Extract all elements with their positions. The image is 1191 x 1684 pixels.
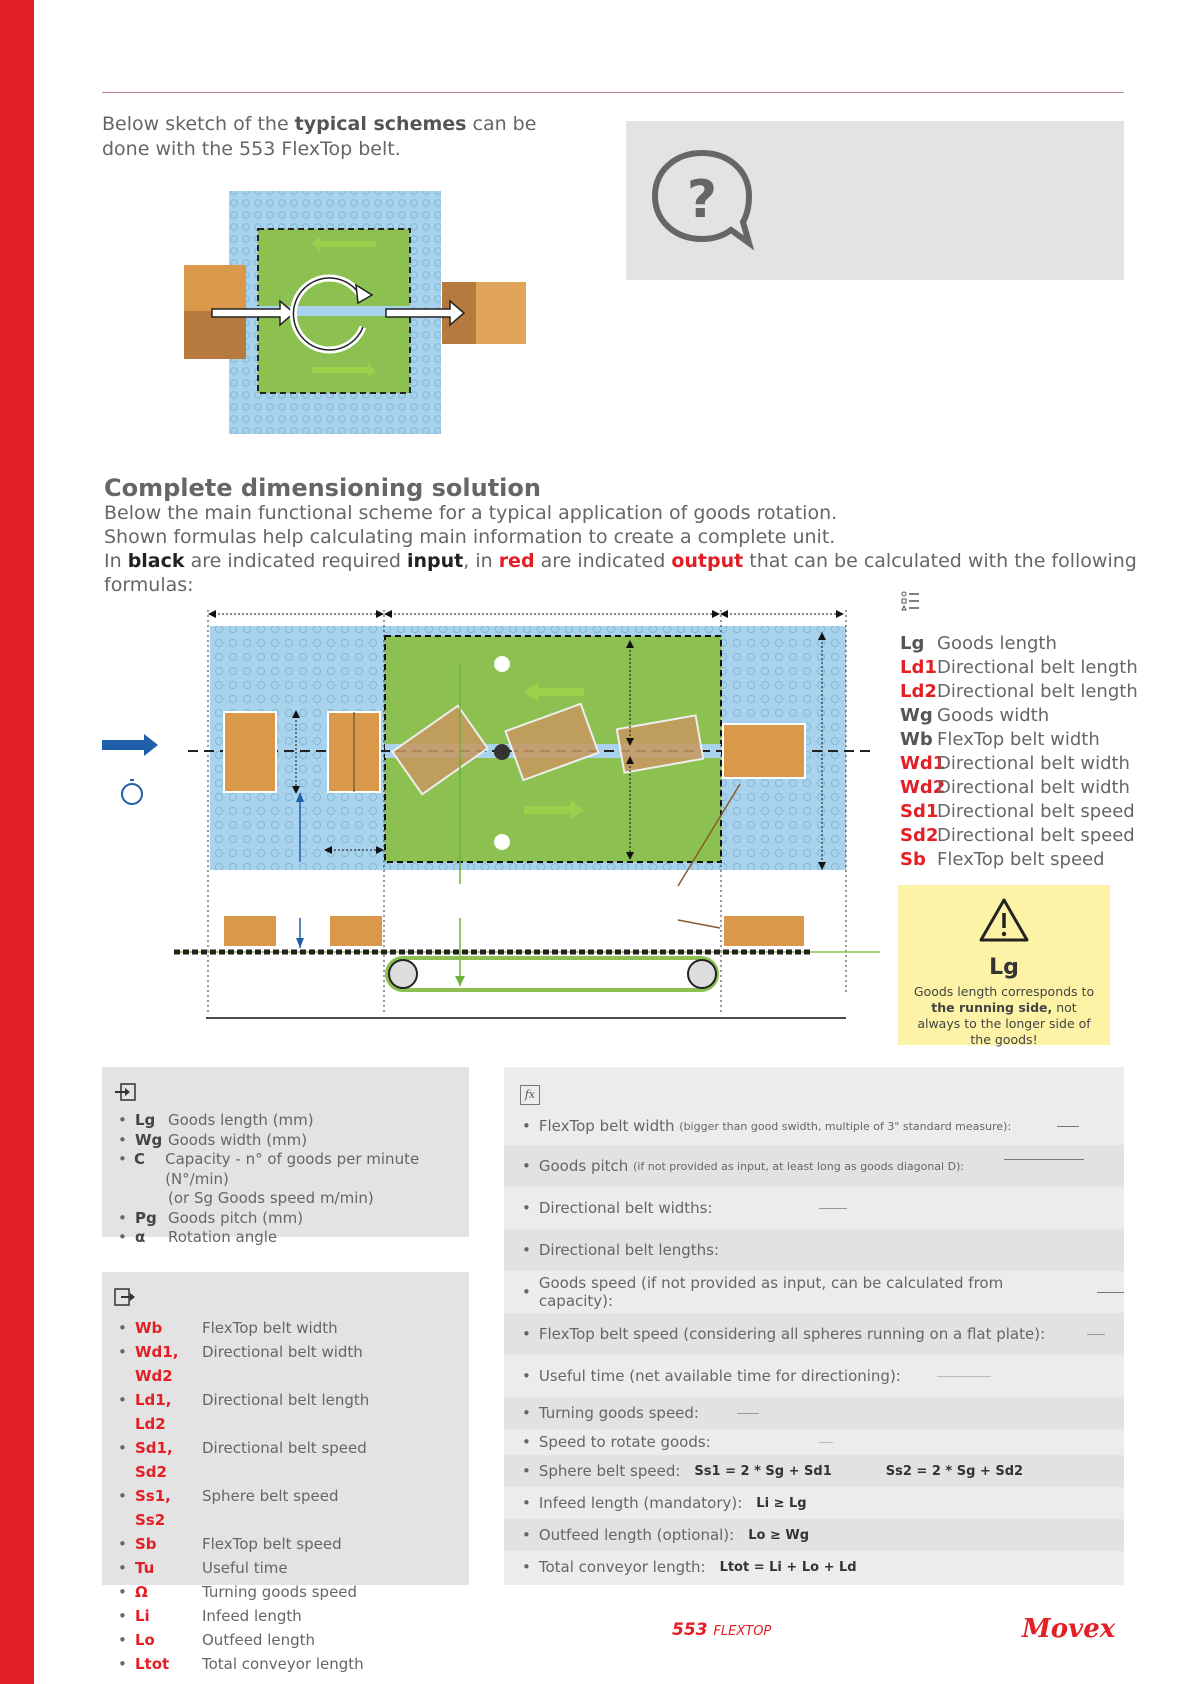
list-item: • Lg Goods length (mm) bbox=[118, 1111, 314, 1129]
inputs-list bbox=[118, 1111, 469, 1248]
formula-row: • Turning goods speed: bbox=[504, 1397, 1124, 1429]
functional-scheme-diagram bbox=[100, 594, 880, 1034]
section-description: Below the main functional scheme for a typical application of goods rotation. Shown formulas help calculating main information to create a complete unit. In black are indicated required input, in red are indicated output that can be calculated with the following formulas: bbox=[104, 502, 1137, 596]
formula-row: • Directional belt lengths: bbox=[504, 1229, 1124, 1271]
legend-row: Ld2 Directional belt length bbox=[900, 681, 1138, 702]
formula-row: • Speed to rotate goods: bbox=[504, 1429, 1124, 1455]
footer-product-name: 553 FLEXTOP bbox=[672, 1620, 772, 1640]
legend-row: Ld1 Directional belt length bbox=[900, 657, 1138, 678]
question-bubble-icon bbox=[647, 147, 757, 257]
list-item: • Wd1, Wd2 Directional belt width bbox=[118, 1343, 363, 1385]
top-divider bbox=[102, 92, 1124, 93]
formula-row: • Goods pitch (if not provided as input, at least long as goods diagonal D): bbox=[504, 1145, 1124, 1187]
formula-row: • FlexTop belt speed (considering all spheres running on a flat plate): bbox=[504, 1313, 1124, 1355]
list-item: (or Sg Goods speed m/min) bbox=[168, 1189, 374, 1207]
legend-row: Sd2 Directional belt speed bbox=[900, 825, 1135, 846]
formula-row: • FlexTop belt width (bigger than good swidth, multiple of 3" standard measure): bbox=[504, 1107, 1124, 1145]
input-icon bbox=[114, 1083, 136, 1101]
function-icon: fx bbox=[520, 1085, 540, 1105]
list-item: • Sb FlexTop belt speed bbox=[118, 1535, 342, 1553]
formula-row: • Useful time (net available time for directioning): bbox=[504, 1355, 1124, 1397]
list-item: • Wg Goods width (mm) bbox=[118, 1130, 308, 1149]
legend-row: Sb FlexTop belt speed bbox=[900, 849, 1105, 870]
intro-text: Below sketch of the typical schemes can be done with the 553 FlexTop belt. bbox=[102, 113, 537, 160]
formula-row: • Directional belt widths: bbox=[504, 1187, 1124, 1229]
formula-row: • Outfeed length (optional): Lo ≥ Wg bbox=[504, 1519, 1124, 1551]
legend-list-icon bbox=[901, 591, 921, 611]
legend-row: Wb FlexTop belt width bbox=[900, 729, 1100, 750]
list-item: • Pg Goods pitch (mm) bbox=[118, 1208, 304, 1227]
typical-scheme-sketch bbox=[180, 185, 540, 435]
legend-row: Wd1 Directional belt width bbox=[900, 753, 1130, 774]
list-item: • Wb FlexTop belt width bbox=[118, 1319, 338, 1337]
legend-row: Wg Goods width bbox=[900, 705, 1050, 726]
legend-row: Wd2 Directional belt width bbox=[900, 777, 1130, 798]
warning-title: Lg bbox=[989, 955, 1019, 980]
list-item: • Ltot Total conveyor length bbox=[118, 1655, 364, 1673]
list-item: • Sd1, Sd2 Directional belt speed bbox=[118, 1439, 367, 1481]
list-item: • Lo Outfeed length bbox=[118, 1631, 316, 1649]
inputs-panel bbox=[102, 1067, 469, 1246]
list-item: • Ss1, Ss2 Sphere belt speed bbox=[118, 1487, 339, 1529]
symbol-legend bbox=[900, 632, 1138, 872]
warning-icon bbox=[978, 897, 1030, 943]
output-icon bbox=[114, 1288, 136, 1306]
formula-row: • Total conveyor length: Ltot = Li + Lo + Ld bbox=[522, 1558, 857, 1576]
formula-row: • Infeed length (mandatory): Li ≥ Lg bbox=[522, 1494, 807, 1512]
list-item: • Ld1, Ld2 Directional belt length bbox=[118, 1391, 370, 1433]
warning-box bbox=[898, 885, 1110, 1045]
outputs-panel bbox=[102, 1272, 469, 1673]
list-item: • Li Infeed length bbox=[118, 1607, 302, 1625]
outputs-list bbox=[118, 1316, 369, 1676]
legend-row: Lg Goods length bbox=[900, 633, 1057, 654]
formula-row: • Goods speed (if not provided as input, can be calculated from capacity): bbox=[504, 1271, 1124, 1313]
warning-text: Goods length corresponds to the running side, not always to the longer side of the goods! bbox=[913, 984, 1095, 1047]
list-item: • Tu Useful time bbox=[118, 1559, 288, 1577]
formulas-panel bbox=[504, 1067, 1124, 1585]
side-accent-bar bbox=[0, 0, 34, 1684]
list-item: • α Rotation angle bbox=[118, 1228, 278, 1246]
formula-row: • Sphere belt speed: Ss1 = 2 * Sg + Sd1 Ss2 = 2 * Sg + Sd2 bbox=[504, 1455, 1124, 1487]
section-title: Complete dimensioning solution bbox=[104, 474, 541, 502]
legend-row: Sd1 Directional belt speed bbox=[900, 801, 1135, 822]
brand-logo: Movex bbox=[1022, 1614, 1116, 1644]
list-item: • C Capacity - n° of goods per minute (N°/min) bbox=[118, 1150, 420, 1188]
list-item: • Ω Turning goods speed bbox=[118, 1583, 358, 1601]
svg-text:?: ? bbox=[686, 170, 718, 230]
